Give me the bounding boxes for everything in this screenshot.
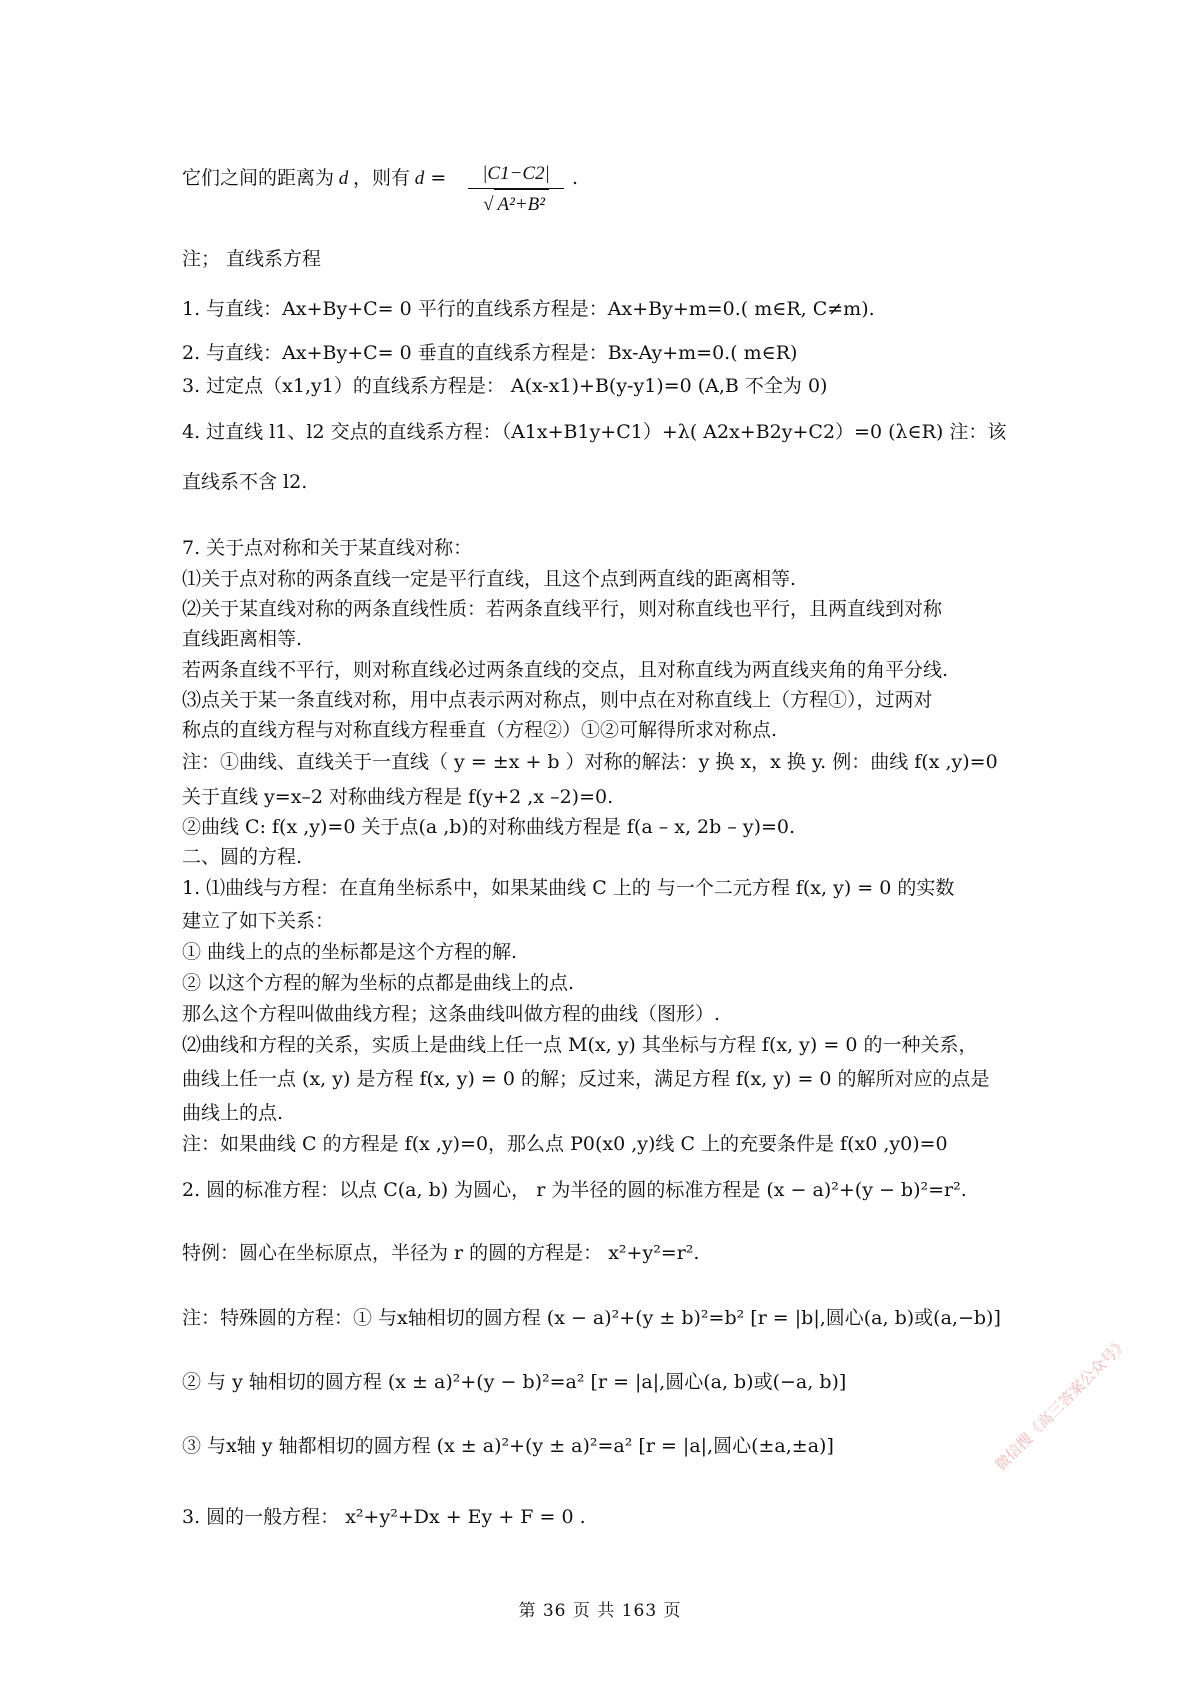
symmetry-point-line-1: ⑶点关于某一条直线对称，用中点表示两对称点，则中点在对称直线上（方程①），过两对	[182, 689, 933, 711]
line-family-fixed-point: 3. 过定点（x1,y1）的直线系方程是： A(x-x1)+B(y-y1)=0 (A,B 不全为 0)	[182, 375, 828, 397]
symmetry-point-line-2: 称点的直线方程与对称直线方程垂直（方程②）①②可解得所求对称点.	[182, 719, 778, 741]
symmetry-line-1: ⑵关于某直线对称的两条直线性质：若两条直线平行，则对称直线也平行，且两直线到对称	[182, 598, 943, 620]
fraction-denominator: √ A²+B²	[468, 189, 564, 219]
curve-equation-1: 1. ⑴曲线与方程：在直角坐标系中，如果某曲线 C 上的 与一个二元方程 f(x, y) = 0 的实数	[182, 877, 955, 899]
symmetry-note-1: 注：①曲线、直线关于一直线（ y = ±x + b ）对称的解法：y 换 x，x 换 y. 例：曲线 f(x ,y)=0	[182, 751, 998, 773]
line-family-parallel: 1. 与直线：Ax+By+C= 0 平行的直线系方程是：Ax+By+m=0.( m∈R, C≠m).	[182, 298, 875, 320]
special-circle-3: ③ 与x轴 y 轴都相切的圆方程 (x ± a)²+(y ± a)²=a² [r = |a|,圆心(±a,±a)]	[182, 1435, 834, 1457]
curve-condition-1: ① 曲线上的点的坐标都是这个方程的解.	[182, 941, 518, 963]
symmetry-line-3: 若两条直线不平行，则对称直线必过两条直线的交点，且对称直线为两直线夹角的角平分线.	[182, 659, 949, 681]
circle-standard-equation: 2. 圆的标准方程：以点 C(a, b) 为圆心， r 为半径的圆的标准方程是 (x − a)²+(y − b)²=r².	[182, 1179, 967, 1201]
line-family-note: 直线系不含 l2.	[182, 471, 308, 493]
note-heading: 注； 直线系方程	[182, 248, 322, 270]
symmetry-line-2: 直线距离相等.	[182, 628, 303, 650]
symmetry-note-2: 关于直线 y=x–2 对称曲线方程是 f(y+2 ,x –2)=0.	[182, 786, 614, 808]
page-number-footer: 第 36 页 共 163 页	[518, 1601, 682, 1621]
curve-definition: 那么这个方程叫做曲线方程；这条曲线叫做方程的曲线（图形）.	[182, 1003, 721, 1025]
circle-general-equation: 3. 圆的一般方程： x²+y²+Dx + Ey + F = 0 .	[182, 1506, 586, 1528]
fraction-period: .	[572, 167, 579, 189]
special-circle-2: ② 与 y 轴相切的圆方程 (x ± a)²+(y − b)²=a² [r = |a|,圆心(a, b)或(−a, b)]	[182, 1371, 847, 1393]
curve-relation-1: ⑵曲线和方程的关系，实质上是曲线上任一点 M(x, y) 其坐标与方程 f(x, y) = 0 的一种关系，	[182, 1034, 978, 1056]
curve-note: 注：如果曲线 C 的方程是 f(x ,y)=0，那么点 P0(x0 ,y)线 C 上的充要条件是 f(x0 ,y0)=0	[182, 1133, 948, 1155]
circle-section-heading: 二、圆的方程.	[182, 846, 303, 868]
symmetry-note-3: ②曲线 C: f(x ,y)=0 关于点(a ,b)的对称曲线方程是 f(a – x, 2b – y)=0.	[182, 816, 796, 838]
circle-special-case: 特例：圆心在坐标原点，半径为 r 的圆的方程是： x²+y²=r².	[182, 1242, 700, 1264]
symmetry-point: ⑴关于点对称的两条直线一定是平行直线，且这个点到两直线的距离相等.	[182, 568, 797, 590]
distance-fraction	[468, 160, 564, 219]
line-family-intersection: 4. 过直线 l1、l2 交点的直线系方程：（A1x+B1y+C1）+λ( A2x+B2y+C2）=0 (λ∈R) 注：该	[182, 421, 1007, 443]
symmetry-heading: 7. 关于点对称和关于某直线对称：	[182, 537, 473, 559]
curve-relation-3: 曲线上的点.	[182, 1102, 284, 1124]
curve-relation-2: 曲线上任一点 (x, y) 是方程 f(x, y) = 0 的解；反过来，满足方程 f(x, y) = 0 的解所对应的点是	[182, 1068, 990, 1090]
distance-formula-line: 它们之间的距离为 d ，则有 d =	[182, 167, 447, 189]
line-family-perpendicular: 2. 与直线：Ax+By+C= 0 垂直的直线系方程是：Bx-Ay+m=0.( m∈R)	[182, 342, 798, 364]
watermark: 微信搜《高三答案公众号》	[991, 1334, 1132, 1475]
curve-equation-2: 建立了如下关系：	[182, 910, 335, 932]
special-circle-1: 注：特殊圆的方程：① 与x轴相切的圆方程 (x − a)²+(y ± b)²=b² [r = |b|,圆心(a, b)或(a,−b)]	[182, 1307, 1001, 1329]
distance-intro-text: 它们之间的距离为	[182, 167, 335, 189]
curve-condition-2: ② 以这个方程的解为坐标的点都是曲线上的点.	[182, 972, 575, 994]
distance-then-text: ，则有	[353, 167, 411, 189]
fraction-numerator: |C1−C2|	[468, 160, 564, 189]
